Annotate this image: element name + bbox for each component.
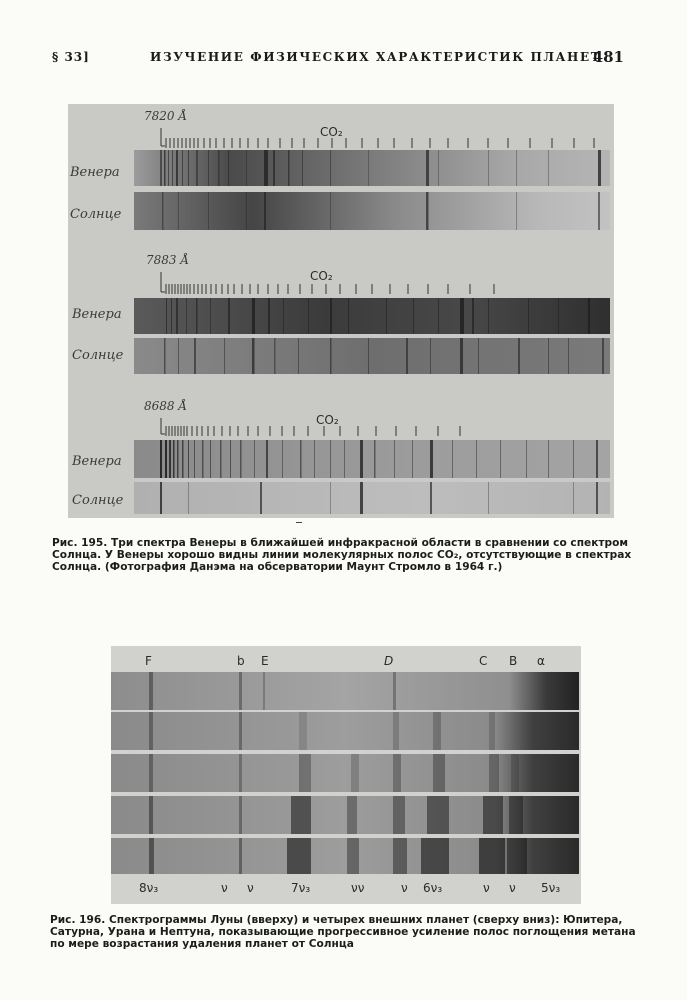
absorption-line xyxy=(252,298,255,334)
svg-text:8ν₃: 8ν₃ xyxy=(139,881,159,895)
absorption-line xyxy=(516,150,517,186)
absorption-line xyxy=(176,298,178,334)
svg-text:E: E xyxy=(261,654,269,668)
svg-text:B: B xyxy=(509,654,518,668)
absorption-band xyxy=(483,796,503,834)
wavelength-label-3: 8688 Å xyxy=(144,399,188,413)
absorption-line xyxy=(169,440,171,478)
absorption-band xyxy=(393,672,396,710)
figure-196 xyxy=(111,646,581,904)
absorption-band xyxy=(479,838,505,874)
absorption-line xyxy=(177,440,179,478)
absorption-line xyxy=(194,338,196,374)
absorption-line xyxy=(488,150,489,186)
section-number: § 33] xyxy=(52,50,90,64)
jupiter-spectrogram xyxy=(111,712,579,750)
venus-label-3: Венера xyxy=(72,454,122,469)
absorption-line xyxy=(430,440,433,478)
absorption-line xyxy=(573,482,574,514)
absorption-band xyxy=(291,796,311,834)
absorption-band xyxy=(239,754,242,792)
uranus-spectrogram xyxy=(111,796,579,834)
page-header xyxy=(52,50,624,70)
planet-spectrograms-figure xyxy=(111,646,581,904)
absorption-line xyxy=(252,338,255,374)
absorption-line xyxy=(330,482,331,514)
svg-text:ν: ν xyxy=(247,881,254,895)
absorption-line xyxy=(188,440,189,478)
absorption-line xyxy=(178,338,179,374)
absorption-line xyxy=(406,338,408,374)
sun-spectrum-1 xyxy=(134,192,610,230)
absorption-line xyxy=(412,440,413,478)
figure-196-caption: Рис. 196. Спектрограммы Луны (вверху) и четырех внешних планет (сверху вниз): Юпитера, Сатурна, Урана и Нептуна, показывающие прогрессивное усиление полос поглощения метана по мере возрастания удаления планет от Солнца xyxy=(50,914,636,950)
absorption-line xyxy=(260,482,262,514)
venus-spectrum-1 xyxy=(134,150,610,186)
absorption-band xyxy=(489,754,499,792)
absorption-line xyxy=(413,298,414,334)
svg-text:α: α xyxy=(537,654,545,668)
absorption-line xyxy=(368,338,369,374)
absorption-band xyxy=(347,796,357,834)
absorption-line xyxy=(182,440,184,478)
absorption-line xyxy=(246,150,247,186)
absorption-line xyxy=(478,338,479,374)
absorption-line xyxy=(426,150,429,186)
absorption-line xyxy=(283,298,284,334)
absorption-band xyxy=(299,754,311,792)
absorption-line xyxy=(182,150,183,186)
absorption-line xyxy=(588,298,590,334)
figure-separator-mark xyxy=(296,522,302,523)
absorption-band xyxy=(239,796,242,834)
venus-spectrum-2 xyxy=(134,298,610,334)
absorption-line xyxy=(460,338,463,374)
absorption-line xyxy=(368,150,369,186)
absorption-band xyxy=(351,754,359,792)
absorption-band xyxy=(149,838,154,874)
absorption-band xyxy=(149,672,153,710)
absorption-line xyxy=(438,298,439,334)
absorption-line xyxy=(452,440,453,478)
absorption-line xyxy=(218,150,220,186)
absorption-line xyxy=(208,192,209,230)
absorption-band xyxy=(421,838,449,874)
absorption-line xyxy=(558,298,559,334)
absorption-line xyxy=(160,440,162,478)
absorption-line xyxy=(178,192,179,230)
absorption-line xyxy=(596,482,598,514)
absorption-line xyxy=(596,440,598,478)
absorption-line xyxy=(568,338,569,374)
svg-text:ν: ν xyxy=(483,881,490,895)
absorption-band xyxy=(393,838,407,874)
svg-text:C: C xyxy=(479,654,488,668)
absorption-line xyxy=(488,298,489,334)
venus-label-1: Венера xyxy=(70,165,120,180)
absorption-line xyxy=(210,298,211,334)
absorption-line xyxy=(220,440,222,478)
absorption-line xyxy=(330,298,332,334)
absorption-line xyxy=(188,482,189,514)
absorption-line xyxy=(476,440,477,478)
svg-text:b: b xyxy=(237,654,245,668)
absorption-line xyxy=(188,150,189,186)
absorption-line xyxy=(194,440,195,478)
co2-label-2: CO₂ xyxy=(310,269,333,283)
absorption-line xyxy=(488,482,489,514)
figure-195 xyxy=(68,104,614,518)
absorption-band xyxy=(347,838,359,874)
absorption-line xyxy=(196,298,198,334)
absorption-band xyxy=(149,712,153,750)
venus-label-2: Венера xyxy=(72,307,122,322)
absorption-line xyxy=(196,150,198,186)
absorption-band xyxy=(299,712,307,750)
absorption-line xyxy=(344,440,345,478)
running-title: ИЗУЧЕНИЕ ФИЗИЧЕСКИХ ХАРАКТЕРИСТИК ПЛАНЕТ xyxy=(150,50,602,64)
sun-label-1: Солнце xyxy=(70,207,122,222)
sun-spectrum-2 xyxy=(134,338,610,374)
absorption-band xyxy=(149,796,153,834)
wavelength-label-2: 7883 Å xyxy=(146,253,190,267)
absorption-band xyxy=(393,796,405,834)
absorption-line xyxy=(160,150,162,186)
absorption-line xyxy=(266,440,268,478)
absorption-line xyxy=(430,338,431,374)
absorption-line xyxy=(268,298,270,334)
absorption-band xyxy=(393,754,401,792)
absorption-line xyxy=(165,440,167,478)
absorption-band xyxy=(239,712,242,750)
absorption-line xyxy=(210,440,211,478)
absorption-line xyxy=(308,298,309,334)
absorption-line xyxy=(162,192,164,230)
absorption-line xyxy=(548,150,549,186)
co2-label-3: CO₂ xyxy=(316,413,339,427)
absorption-band xyxy=(489,712,495,750)
absorption-line xyxy=(274,338,276,374)
absorption-line xyxy=(472,298,474,334)
svg-text:ν: ν xyxy=(509,881,516,895)
absorption-line xyxy=(240,440,242,478)
absorption-line xyxy=(264,150,268,186)
absorption-line xyxy=(500,440,501,478)
absorption-line xyxy=(430,482,432,514)
absorption-line xyxy=(254,440,255,478)
absorption-line xyxy=(548,338,549,374)
absorption-line xyxy=(330,150,331,186)
absorption-line xyxy=(300,440,302,478)
absorption-line xyxy=(374,440,376,478)
absorption-band xyxy=(149,754,153,792)
svg-text:F: F xyxy=(145,654,152,668)
absorption-line xyxy=(360,482,363,514)
svg-text:ν: ν xyxy=(401,881,408,895)
absorption-line xyxy=(573,440,574,478)
absorption-line xyxy=(602,338,604,374)
absorption-line xyxy=(526,440,527,478)
absorption-line xyxy=(186,298,187,334)
absorption-line xyxy=(282,440,283,478)
absorption-line xyxy=(518,338,520,374)
absorption-line xyxy=(330,440,331,478)
absorption-line xyxy=(160,482,162,514)
absorption-line xyxy=(438,150,439,186)
saturn-spectrogram xyxy=(111,754,579,792)
sun-spectrum-3 xyxy=(134,482,610,514)
sun-label-3: Солнце xyxy=(72,493,124,508)
absorption-line xyxy=(528,298,529,334)
absorption-line xyxy=(164,338,166,374)
moon-spectrogram xyxy=(111,672,579,710)
absorption-line xyxy=(208,150,209,186)
wavelength-label-1: 7820 Å xyxy=(144,109,188,123)
absorption-line xyxy=(516,192,517,230)
absorption-line xyxy=(386,298,387,334)
svg-text:D: D xyxy=(384,654,394,668)
absorption-line xyxy=(171,298,172,334)
absorption-band xyxy=(427,796,449,834)
absorption-line xyxy=(348,298,349,334)
absorption-line xyxy=(173,440,175,478)
absorption-line xyxy=(598,192,600,230)
absorption-line xyxy=(176,150,178,186)
absorption-line xyxy=(426,192,429,230)
absorption-line xyxy=(166,298,167,334)
figure-195-caption: Рис. 195. Три спектра Венеры в ближайшей инфракрасной области в сравнении со спектром Солнца. У Венеры хорошо видны линии молекулярных полос CO₂, отсутствующие в спектрах Солнца. (Фотография Данэма на обсерватории Маунт Стромло в 1964 г.) xyxy=(52,537,632,573)
absorption-line xyxy=(224,338,225,374)
absorption-line xyxy=(228,150,229,186)
venus-spectra-figure xyxy=(68,104,614,518)
absorption-band xyxy=(239,672,242,710)
absorption-band xyxy=(433,712,441,750)
absorption-line xyxy=(273,150,275,186)
svg-text:6ν₃: 6ν₃ xyxy=(423,881,443,895)
absorption-band xyxy=(239,838,242,874)
absorption-band xyxy=(507,838,527,874)
absorption-line xyxy=(598,150,601,186)
absorption-line xyxy=(202,440,204,478)
absorption-band xyxy=(287,838,311,874)
sun-label-2: Солнце xyxy=(72,348,124,363)
absorption-line xyxy=(164,150,166,186)
venus-spectrum-3 xyxy=(134,440,610,478)
co2-label-1: CO₂ xyxy=(320,125,343,139)
absorption-line xyxy=(228,298,230,334)
absorption-line xyxy=(168,150,169,186)
absorption-line xyxy=(230,440,231,478)
absorption-band xyxy=(263,672,265,710)
absorption-line xyxy=(460,298,464,334)
absorption-line xyxy=(548,440,549,478)
absorption-line xyxy=(394,440,395,478)
absorption-line xyxy=(298,338,299,374)
absorption-band xyxy=(511,754,519,792)
svg-text:7ν₃: 7ν₃ xyxy=(291,881,311,895)
absorption-line xyxy=(330,192,331,230)
absorption-line xyxy=(172,150,173,186)
absorption-line xyxy=(288,150,290,186)
absorption-line xyxy=(330,338,332,374)
absorption-band xyxy=(393,712,399,750)
absorption-line xyxy=(314,440,315,478)
page-number: 481 xyxy=(592,48,624,66)
absorption-line xyxy=(360,440,363,478)
svg-text:ν: ν xyxy=(221,881,228,895)
svg-text:νν: νν xyxy=(351,881,365,895)
absorption-line xyxy=(246,192,247,230)
absorption-line xyxy=(302,150,303,186)
absorption-line xyxy=(264,192,266,230)
absorption-band xyxy=(433,754,445,792)
absorption-band xyxy=(509,796,523,834)
svg-text:5ν₃: 5ν₃ xyxy=(541,881,561,895)
